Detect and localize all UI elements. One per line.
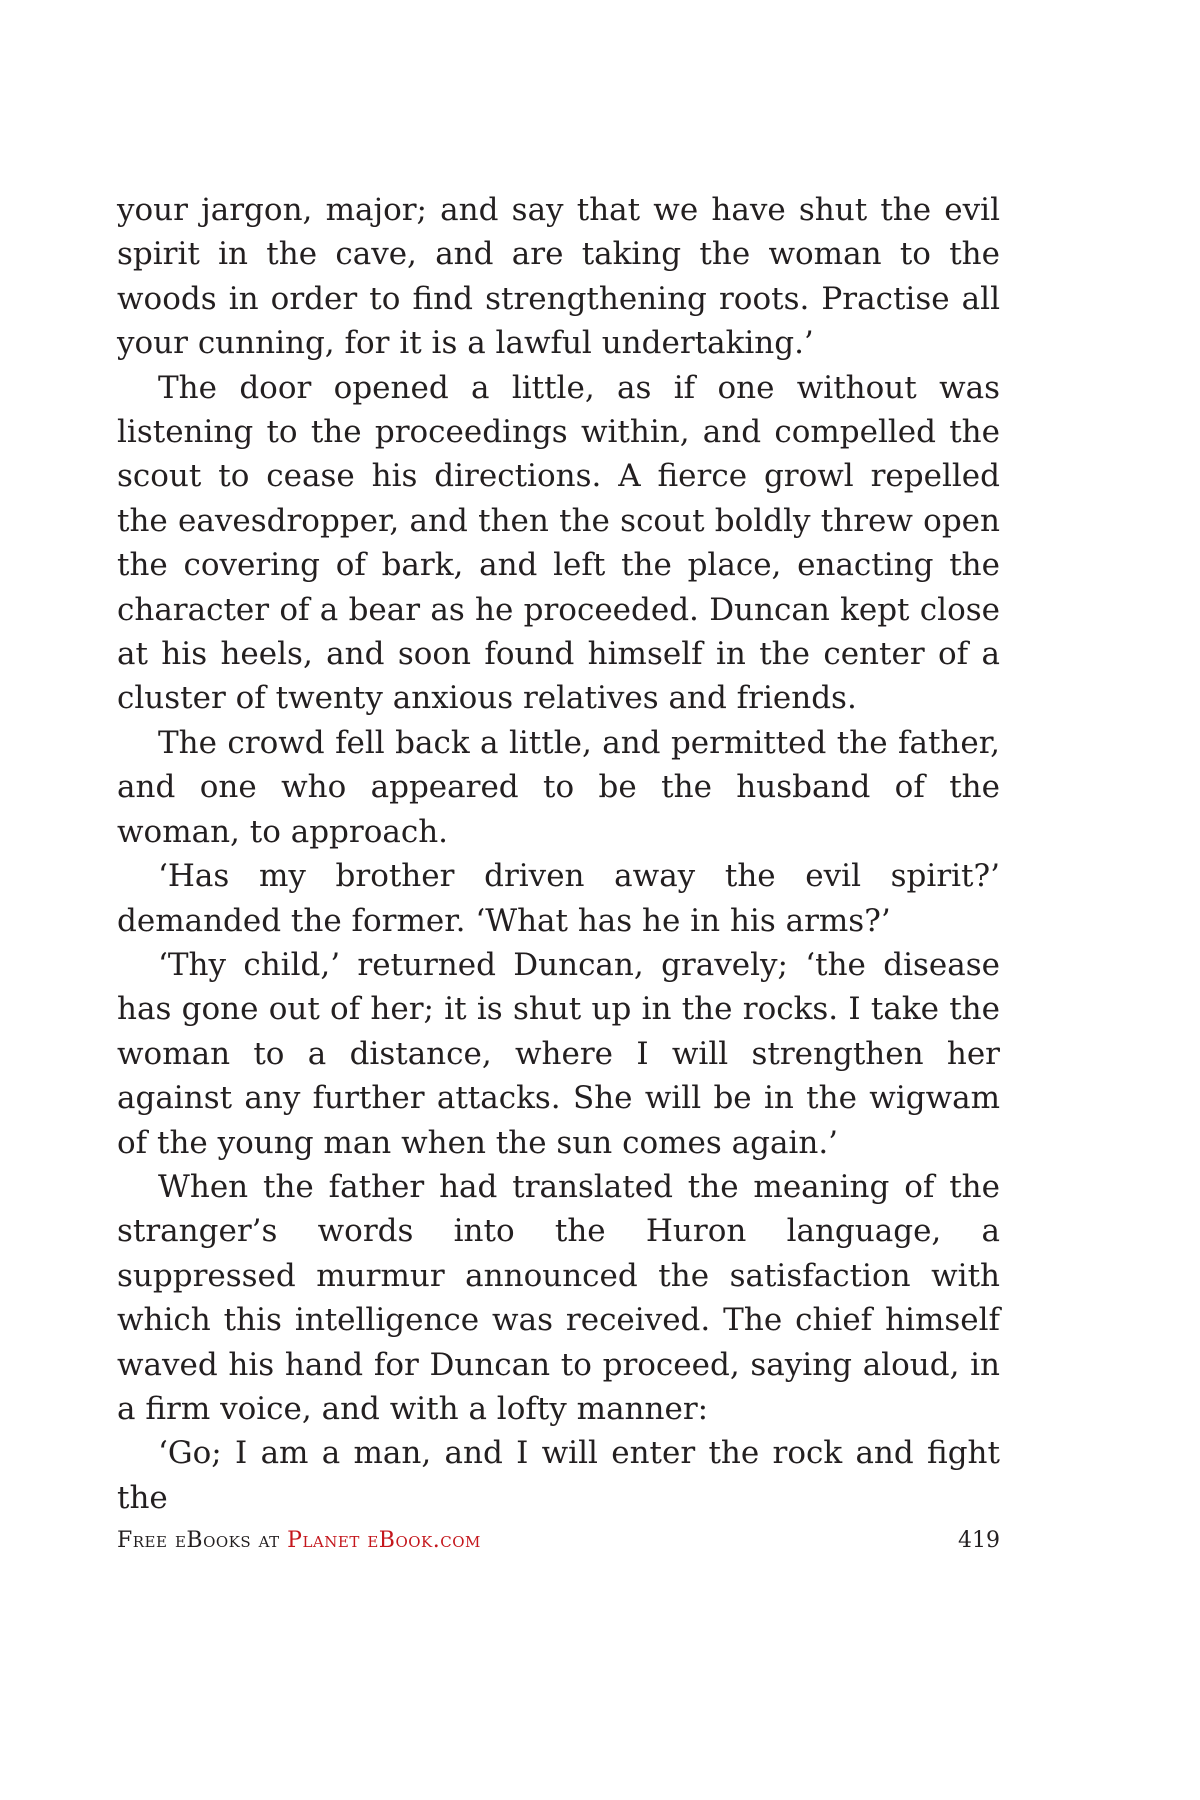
paragraph: ‘Thy child,’ returned Duncan, gravely; ‘the disease has gone out of her; it is shut up in the rocks. I take the woman to a distance, where I will strengthen her against any further attacks. She will be in the wigwam of the young man when the sun comes again.’ bbox=[117, 946, 1000, 1161]
page-footer bbox=[117, 1523, 1000, 1559]
paragraph: your jargon, major; and say that we have shut the evil spirit in the cave, and are taking the woman to the woods in order to find strengthening roots. Practise all your cunning, for it is a lawful undertaking.’ bbox=[117, 192, 1000, 362]
paragraph: The door opened a little, as if one without was listening to the proceedings within, and compelled the scout to cease his directions. A fierce growl repelled the eavesdropper, and then the scout boldly threw open the covering of bark, and left the place, enacting the character of a bear as he proceeded. Duncan kept close at his heels, and soon found himself in the center of a cluster of twenty anxious relatives and friends. bbox=[117, 369, 1000, 717]
paragraph: When the father had translated the meaning of the stranger’s words into the Huron language, a suppressed murmur announced the satisfaction with which this intelligence was received. The chief himself waved his hand for Duncan to proceed, saying aloud, in a firm voice, and with a lofty manner: bbox=[117, 1168, 1000, 1427]
paragraph: ‘Go; I am a man, and I will enter the rock and fight the bbox=[117, 1435, 1000, 1516]
paragraph: ‘Has my brother driven away the evil spirit?’ demanded the former. ‘What has he in his arms?’ bbox=[117, 858, 1000, 939]
page-number: 419 bbox=[958, 1528, 1000, 1553]
footer-prefix: Free eBooks at bbox=[117, 1528, 288, 1553]
paragraph: The crowd fell back a little, and permitted the father, and one who appeared to be the husband of the woman, to approach. bbox=[117, 724, 1000, 850]
footer-credit bbox=[117, 1523, 481, 1559]
planet-ebook-link[interactable]: Planet eBook.com bbox=[287, 1528, 481, 1553]
body-text bbox=[117, 188, 1000, 1520]
